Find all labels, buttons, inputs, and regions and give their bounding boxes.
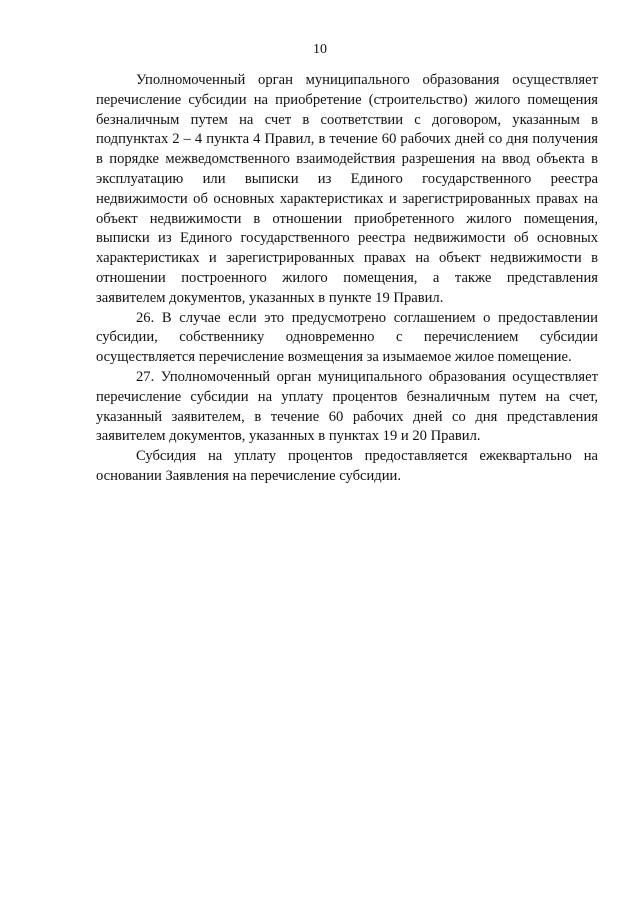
document-body: [96, 71, 598, 487]
paragraph-27: 27. Уполномоченный орган муниципального образования осуществляет перечисление субсидии на уплату процентов безналичным путем на счет, указанный заявителем, в течение 60 рабочих дней со дня представления заявителем документов, указанных в пунктах 19 и 20 Правил.: [96, 368, 598, 445]
paragraph-26: 26. В случае если это предусмотрено соглашением о предоставлении субсидии, собственнику одновременно с перечислением субсидии осуществляется перечисление возмещения за изымаемое жилое помещение.: [96, 309, 598, 366]
page-number: 10: [313, 42, 327, 57]
paragraph-subsidy-transfer: Уполномоченный орган муниципального образования осуществляет перечисление субсидии на приобретение (строительство) жилого помещения безналичным путем на счет в соответствии с договором, указанным в подпунктах 2 – 4 пункта 4 Правил, в течение 60 рабочих дней со дня получения в порядке межведомственного взаимодействия разрешения на ввод объекта в эксплуатацию или выписки из Единого государственного реестра недвижимости об основных характеристиках и зарегистрированных правах на объект недвижимости в отношении приобретенного жилого помещения, выписки из Единого государственного реестра недвижимости об основных характеристиках и зарегистрированных правах на объект недвижимости в отношении построенного жилого помещения, а также представления заявителем документов, указанных в пункте 19 Правил.: [96, 72, 598, 306]
paragraph-quarterly-subsidy: Субсидия на уплату процентов предоставляется ежеквартально на основании Заявления на перечисление субсидии.: [96, 448, 598, 484]
